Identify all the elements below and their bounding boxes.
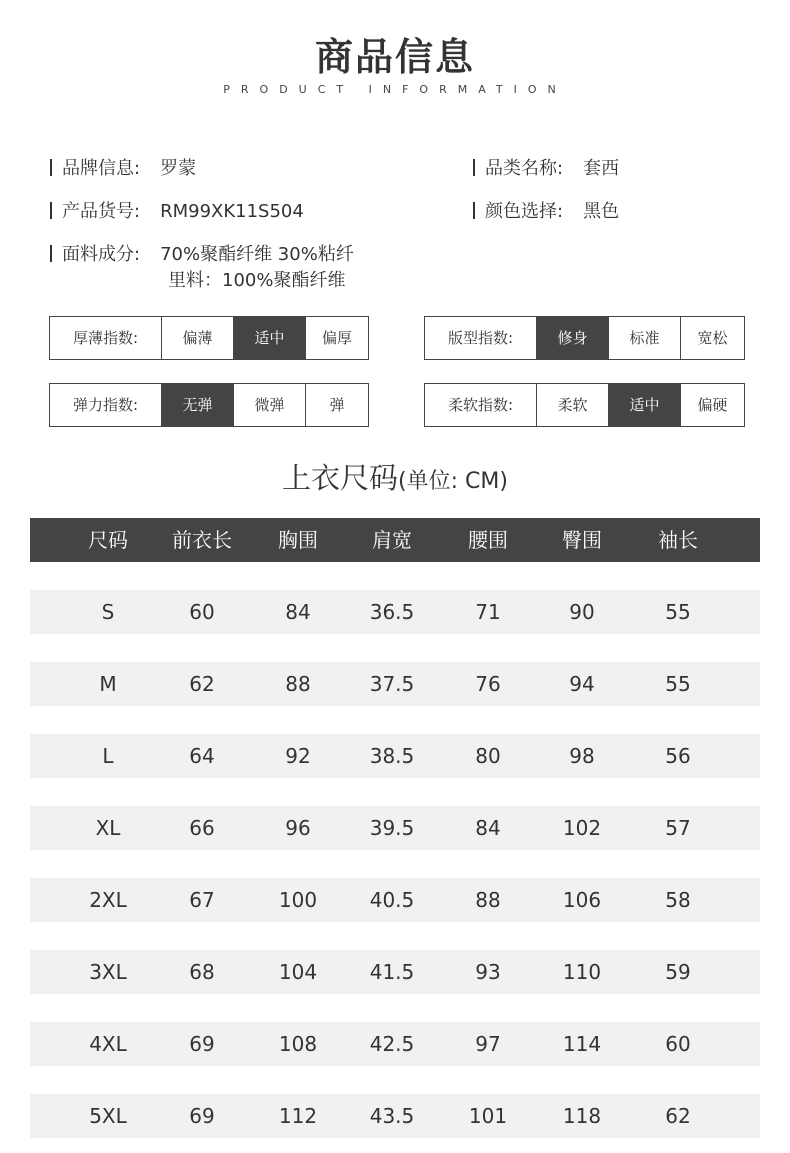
table-cell: 104 [278,960,318,984]
sku-label: 产品货号: [62,201,141,222]
table-cell: 36.5 [369,600,415,624]
table-cell: XL [95,816,121,840]
column-header: 袖长 [658,528,698,552]
fit-index [424,316,745,360]
table-cell: 76 [475,672,501,696]
table-cell: 84 [285,600,311,624]
fit-option-standard: 标准 [608,317,680,359]
table-cell: 92 [285,744,311,768]
fit-index-label: 版型指数: [447,329,514,347]
table-row [30,1022,760,1066]
column-header: 胸围 [278,528,318,552]
label-bar [50,202,52,219]
table-cell: 58 [665,888,691,912]
label-bar [50,245,52,262]
table-cell: 4XL [89,1032,127,1056]
table-cell: 114 [562,1032,602,1056]
table-cell: 84 [475,816,501,840]
table-cell: 5XL [89,1104,127,1128]
column-header: 臀围 [562,528,602,552]
table-cell: 118 [562,1104,602,1128]
size-table-unit: (单位: CM) [398,469,508,494]
table-row [30,734,760,778]
thickness-option-thick: 偏厚 [305,317,368,359]
table-cell: 55 [665,600,691,624]
label-bar [473,159,475,176]
thickness-option-medium: 适中 [233,317,305,359]
color-value: 黑色 [583,201,620,222]
table-row [30,806,760,850]
sku-value: RM99XK11S504 [160,201,304,222]
table-cell: 37.5 [369,672,415,696]
page-subtitle: PRODUCT INFORMATION [223,83,567,96]
table-cell: 57 [665,816,691,840]
table-row [30,662,760,706]
column-header: 肩宽 [372,528,412,552]
table-cell: M [99,672,117,696]
table-cell: 67 [189,888,215,912]
column-header: 腰围 [468,528,508,552]
table-row [30,878,760,922]
stretch-option-slight: 微弹 [233,384,305,426]
table-cell: 88 [475,888,501,912]
stretch-option-none: 无弹 [161,384,233,426]
brand-info [50,154,196,180]
table-cell: 55 [665,672,691,696]
brand-value: 罗蒙 [160,158,197,179]
lining-value: 里料：100%聚酯纤维 [168,270,346,291]
table-cell: 88 [285,672,311,696]
column-header: 前衣长 [172,528,232,552]
size-table-title [0,456,790,497]
table-cell: 96 [285,816,311,840]
table-cell: 2XL [89,888,127,912]
softness-option-soft: 柔软 [536,384,608,426]
label-bar [50,159,52,176]
thickness-option-thin: 偏薄 [161,317,233,359]
label-bar [473,202,475,219]
table-cell: 64 [189,744,215,768]
table-row [30,1094,760,1138]
brand-label: 品牌信息: [62,158,141,179]
table-cell: 106 [562,888,602,912]
table-cell: 42.5 [369,1032,415,1056]
category-info [473,154,619,180]
table-cell: 60 [665,1032,691,1056]
thickness-index-label: 厚薄指数: [72,329,139,347]
table-cell: 98 [569,744,595,768]
table-cell: 62 [665,1104,691,1128]
stretch-option-stretch: 弹 [305,384,368,426]
table-cell: 102 [562,816,602,840]
column-header: 尺码 [88,528,128,552]
stretch-index-label: 弹力指数: [72,396,139,414]
softness-option-medium: 适中 [608,384,680,426]
table-cell: 80 [475,744,501,768]
table-cell: 56 [665,744,691,768]
softness-index-label: 柔软指数: [447,396,514,414]
color-info [473,197,619,223]
table-cell: 41.5 [369,960,415,984]
fit-option-slim: 修身 [536,317,608,359]
table-cell: S [101,600,115,624]
fabric-info [50,240,410,290]
table-cell: 97 [475,1032,501,1056]
table-cell: 71 [475,600,501,624]
table-cell: 69 [189,1032,215,1056]
table-cell: 39.5 [369,816,415,840]
fit-option-loose: 宽松 [680,317,744,359]
fabric-value: 70%聚酯纤维 30%粘纤 [160,244,354,265]
sku-info [50,197,304,223]
table-cell: 40.5 [369,888,415,912]
color-label: 颜色选择: [485,201,564,222]
softness-index [424,383,745,427]
fabric-label: 面料成分: [62,244,141,265]
table-cell: 43.5 [369,1104,415,1128]
table-cell: 108 [278,1032,318,1056]
page-title: 商品信息 [314,35,475,79]
table-cell: 3XL [89,960,127,984]
table-cell: 59 [665,960,691,984]
table-cell: 90 [569,600,595,624]
category-label: 品类名称: [485,158,564,179]
category-value: 套西 [583,158,620,179]
table-row [30,590,760,634]
thickness-index [49,316,369,360]
size-table-header [30,518,760,562]
table-cell: 38.5 [369,744,415,768]
size-table-title-text: 上衣尺码 [282,461,399,495]
table-cell: 66 [189,816,215,840]
table-cell: 69 [189,1104,215,1128]
table-cell: L [102,744,114,768]
table-cell: 60 [189,600,215,624]
table-cell: 62 [189,672,215,696]
table-cell: 100 [278,888,318,912]
table-cell: 110 [562,960,602,984]
table-cell: 93 [475,960,501,984]
stretch-index [49,383,369,427]
table-cell: 112 [278,1104,318,1128]
softness-option-hard: 偏硬 [680,384,744,426]
table-cell: 94 [569,672,595,696]
table-row [30,950,760,994]
table-cell: 68 [189,960,215,984]
table-cell: 101 [468,1104,508,1128]
